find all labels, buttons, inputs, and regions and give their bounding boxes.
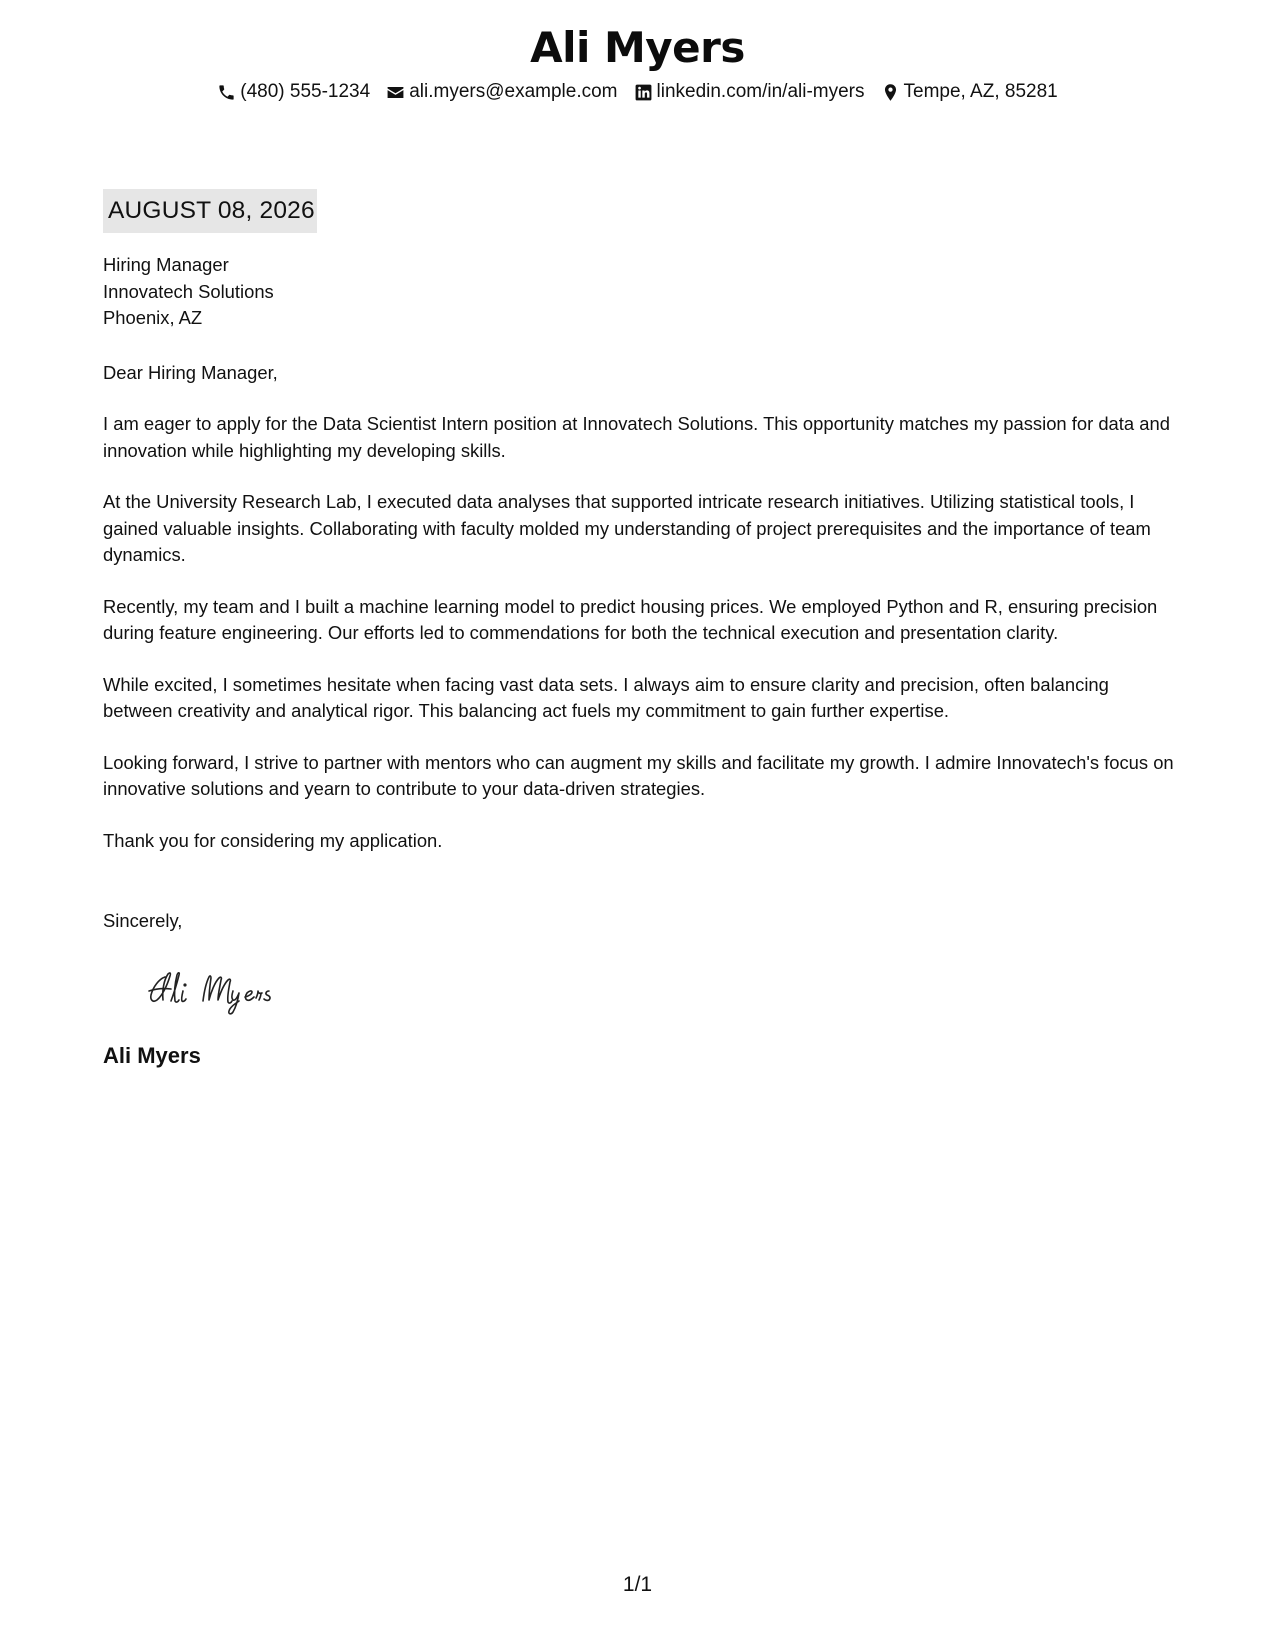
recipient-location: Phoenix, AZ (103, 307, 203, 328)
contact-linkedin[interactable] (634, 80, 865, 104)
handwritten-signature (141, 957, 341, 1017)
paragraph-3: Recently, my team and I built a machine learning model to predict housing prices. We employed Python and R, ensuring precision during feature engineering. Our efforts led to commendations for both the technical execution and presentation clarity. (103, 595, 1158, 643)
phone-text: (480) 555-1234 (240, 81, 371, 102)
recipient-company: Innovatech Solutions (103, 280, 274, 302)
recipient-title: Hiring Manager (103, 254, 229, 275)
paragraph-5: Looking forward, I strive to partner with mentors who can augment my skills and facilitate my growth. I admire Innovatech's focus on innovative solutions and yearn to contribute to your data-driven strategies. (103, 751, 1174, 799)
contact-email[interactable] (386, 80, 617, 104)
linkedin-icon (634, 83, 653, 102)
map-pin-icon (881, 83, 900, 102)
linkedin-text[interactable]: linkedin.com/in/ali-myers (656, 81, 865, 102)
page-number: 1/1 (622, 1573, 653, 1596)
applicant-name: Ali Myers (530, 23, 745, 72)
signer-name: Ali Myers (103, 1043, 201, 1068)
paragraph-4: While excited, I sometimes hesitate when facing vast data sets. I always aim to ensure clarity and precision, often balancing between creativity and analytical rigor. This balancing act fuels my commitment to gain further expertise. (103, 673, 1109, 721)
phone-icon (217, 83, 236, 102)
letter-date: AUGUST 08, 2026 (103, 189, 317, 233)
closing-line: Thank you for considering my application. (103, 829, 443, 851)
contact-bar (0, 80, 1275, 104)
location-text: Tempe, AZ, 85281 (903, 81, 1058, 102)
paragraph-1: I am eager to apply for the Data Scientist Intern position at Innovatech Solutions. This opportunity matches my passion for data and innovation while highlighting my developing skills. (103, 413, 1170, 461)
email-text[interactable]: ali.myers@example.com (409, 81, 618, 102)
contact-phone (217, 80, 370, 104)
signoff: Sincerely, (103, 910, 183, 931)
recipient-block (103, 252, 1183, 332)
letter-body (103, 189, 1183, 1070)
paragraph-2: At the University Research Lab, I executed data analyses that supported intricate research initiatives. Utilizing statistical tools, I gained valuable insights. Collaborating with faculty molded my understanding of project prerequisites and the importance of team dynamics. (103, 491, 1151, 565)
contact-location (881, 80, 1058, 104)
letter-header (0, 20, 1275, 104)
envelope-icon (386, 83, 405, 102)
salutation: Dear Hiring Manager, (103, 361, 278, 383)
